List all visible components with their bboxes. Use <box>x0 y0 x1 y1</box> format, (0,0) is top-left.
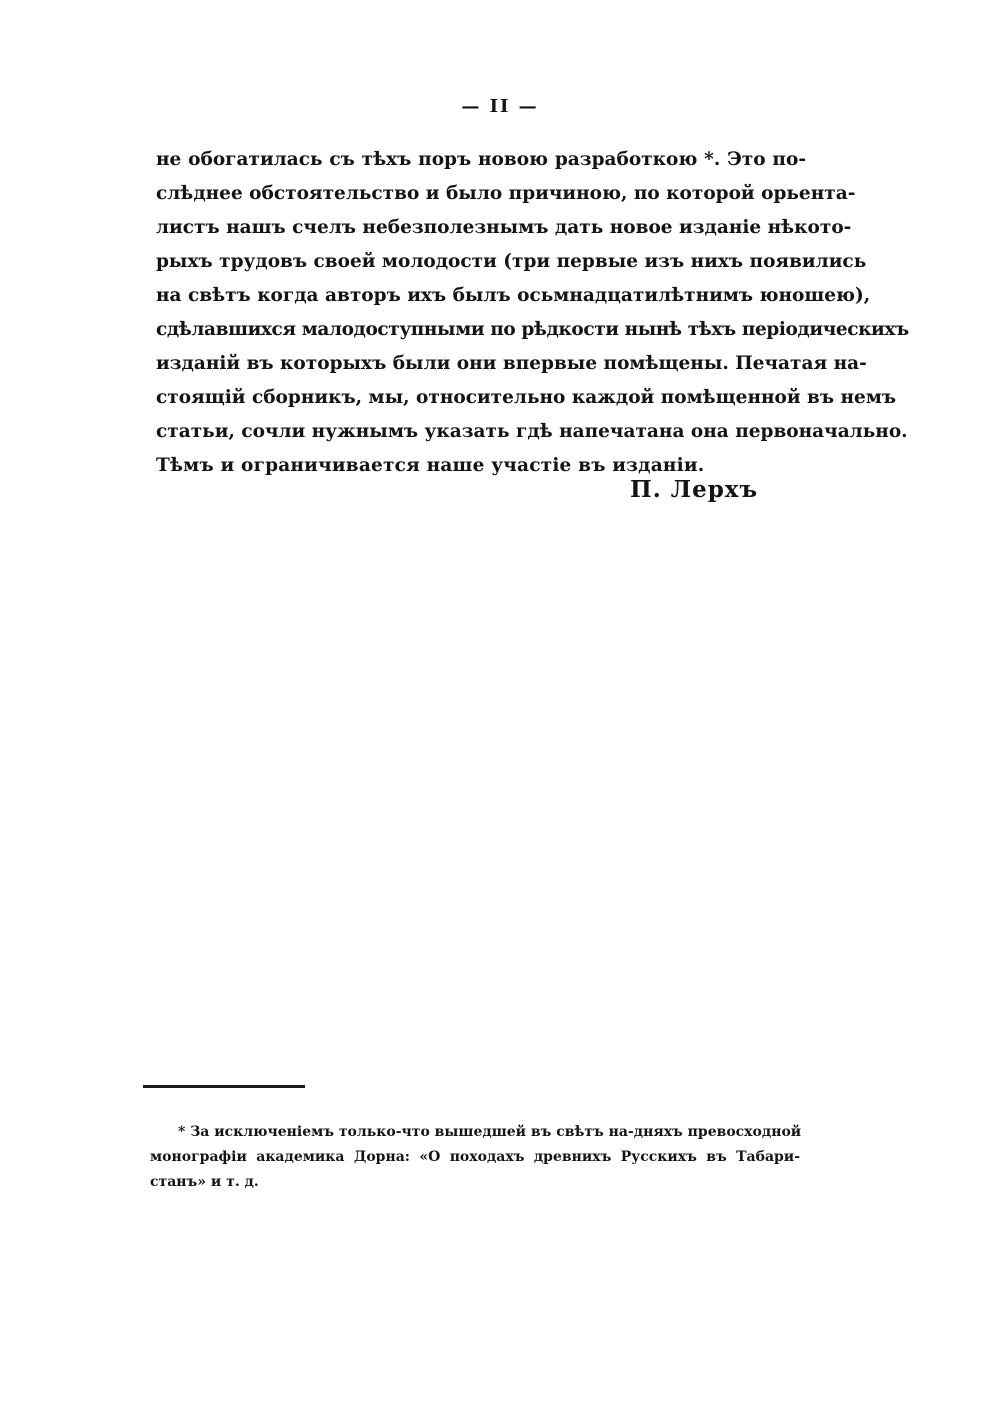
footnote-line: * За исключеніемъ только-что вышедшей въ свѣтъ на-дняхъ превосходной <box>178 1124 802 1140</box>
body-line: Тѣмъ и ограничивается наше участіе въ изданіи. <box>156 455 705 476</box>
body-text <box>156 143 909 483</box>
body-line: на свѣтъ когда авторъ ихъ былъ осьмнадцатилѣтнимъ юношею), <box>156 285 871 306</box>
body-line: слѣднее обстоятельство и было причиною, по которой орьента- <box>156 183 856 204</box>
body-line: рыхъ трудовъ своей молодости (три первые изъ нихъ появились <box>156 251 867 272</box>
body-line: не обогатилась съ тѣхъ поръ новою разработкою *. Это по- <box>156 149 806 170</box>
footnote <box>150 1120 800 1195</box>
footnote-line: станъ» и т. д. <box>150 1174 259 1190</box>
body-line: стоящій сборникъ, мы, относительно каждой помѣщенной въ немъ <box>156 387 897 408</box>
body-line: листъ нашъ счелъ небезполезнымъ дать новое изданіе нѣкото- <box>156 217 852 238</box>
body-line: изданій въ которыхъ были они впервые помѣщены. Печатая на- <box>156 353 867 374</box>
body-line: сдѣлавшихся малодоступными по рѣдкости нынѣ тѣхъ періодическихъ <box>156 319 909 340</box>
footnote-divider <box>143 1085 305 1088</box>
page-number: — II — <box>461 96 539 117</box>
footnote-line: монографіи академика Дорна: «О походахъ древнихъ Русскихъ въ Табари- <box>150 1149 800 1165</box>
body-line: статьи, сочли нужнымъ указать гдѣ напечатана она первоначально. <box>156 421 908 442</box>
author-signature: П. Лерхъ <box>630 476 759 503</box>
